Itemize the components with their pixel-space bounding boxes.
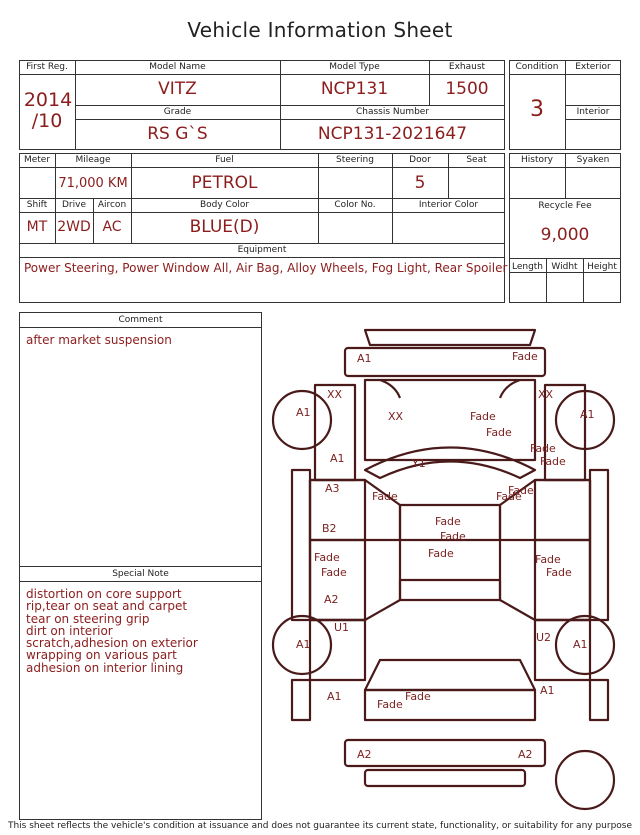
- history-label: History: [520, 155, 554, 165]
- rear-glass-shape: [365, 660, 535, 690]
- mileage-label: Mileage: [75, 155, 111, 165]
- mark-right-rear-door-fade-1: Fade: [535, 553, 561, 566]
- chassis-number-value: NCP131-2021647: [317, 124, 468, 144]
- condition-label: Condition: [515, 62, 559, 72]
- color-no-label: Color No.: [334, 200, 376, 210]
- recycle-fee-value: 9,000: [540, 225, 590, 245]
- right-front-door-shape: [535, 480, 590, 540]
- hood-lines-shape: [380, 380, 520, 398]
- special-notes-list: [26, 588, 198, 674]
- mark-right-quarter: U2: [536, 631, 552, 644]
- shift-label: Shift: [26, 200, 48, 210]
- door-value: 5: [414, 173, 426, 193]
- mark-front-bumper-fade: Fade: [512, 350, 538, 363]
- fuel-value: PETROL: [191, 173, 258, 193]
- left-rear-rocker-shape: [292, 680, 310, 720]
- mark-left-quarter: U1: [334, 621, 350, 634]
- comment-label: Comment: [118, 315, 163, 325]
- mark-left-a-pillar-fade: Fade: [372, 490, 398, 503]
- body-color-label: Body Color: [199, 200, 250, 210]
- interior-color-label: Interior Color: [418, 200, 479, 210]
- steering-label: Steering: [336, 155, 374, 165]
- model-type-value: NCP131: [320, 79, 389, 99]
- aircon-value: AC: [102, 219, 122, 235]
- mark-right-a-pillar-fade-1: Fade: [508, 484, 534, 497]
- mark-right-rear-lower: A1: [540, 684, 555, 697]
- first-reg-month: /10: [31, 110, 63, 132]
- comment-text: after market suspension: [26, 333, 172, 347]
- special-note-item: adhesion on interior lining: [26, 660, 184, 675]
- rear-bumper-lower-shape: [365, 770, 525, 786]
- interior-label: Interior: [576, 107, 610, 117]
- model-name-label: Model Name: [149, 62, 206, 72]
- rear-bumper-shape: [345, 740, 545, 766]
- width-label: Widht: [551, 262, 578, 272]
- mark-left-rear-door-fade-1: Fade: [314, 551, 340, 564]
- fuel-label: Fuel: [215, 155, 234, 165]
- front-bumper-top-shape: [365, 330, 535, 345]
- mark-rear-bumper-left: A2: [357, 748, 372, 761]
- mark-rear-right-wheel: A1: [573, 638, 588, 651]
- drive-value: 2WD: [57, 219, 91, 235]
- mileage-value: 71,000 KM: [58, 176, 128, 191]
- left-rocker-shape: [292, 470, 310, 620]
- mark-right-rear-door-fade-2: Fade: [546, 566, 572, 579]
- mark-rear-glass-fade-2: Fade: [377, 698, 403, 711]
- special-note-item: distortion on core support: [26, 587, 182, 601]
- mark-front-bumper: A1: [357, 352, 372, 365]
- windshield-shape: [365, 448, 535, 479]
- recycle-fee-label: Recycle Fee: [538, 201, 592, 211]
- exterior-label: Exterior: [575, 62, 611, 72]
- mark-left-rear-lower: A1: [327, 690, 342, 703]
- model-type-label: Model Type: [329, 62, 380, 72]
- car-damage-diagram: [270, 320, 630, 820]
- condition-value: 3: [530, 97, 544, 122]
- front-left-wheel-shape: [273, 391, 331, 449]
- special-note-item: scratch,adhesion on exterior: [26, 636, 198, 651]
- mark-hood-fade-1: Fade: [470, 410, 496, 423]
- footer-disclaimer: This sheet reflects the vehicle's condition at issuance and does not guarantee its current state, functionality, or suitability for any purpose: [7, 821, 633, 831]
- mark-hood-fade-2: Fade: [486, 426, 512, 439]
- drive-label: Drive: [62, 200, 86, 210]
- exhaust-label: Exhaust: [448, 62, 486, 72]
- spare-wheel-shape: [556, 751, 614, 809]
- mark-roof-fade-2: Fade: [440, 530, 466, 543]
- right-rear-door-shape: [535, 540, 590, 620]
- mark-rear-bumper-right: A2: [518, 748, 533, 761]
- chassis-number-label: Chassis Number: [355, 107, 430, 117]
- grade-value: RS G`S: [147, 124, 208, 144]
- mark-rear-left-wheel: A1: [296, 638, 311, 651]
- mark-left-door-b2: B2: [322, 522, 337, 535]
- mark-right-side-fade-1: Fade: [530, 442, 556, 455]
- page-title: Vehicle Information Sheet: [187, 18, 453, 42]
- mark-windshield: Y1: [412, 457, 426, 470]
- mark-roof-fade-3: Fade: [428, 547, 454, 560]
- first-reg-label: First Reg.: [26, 62, 68, 72]
- special-note-label: Special Note: [112, 569, 169, 579]
- mark-left-rear-door: A2: [324, 593, 339, 606]
- height-label: Height: [587, 262, 617, 272]
- mark-left-rear-door-fade-2: Fade: [321, 566, 347, 579]
- mark-front-left-wheel: A1: [296, 406, 311, 419]
- meter-label: Meter: [23, 155, 51, 165]
- equipment-value: Power Steering, Power Window All, Air Bag, Alloy Wheels, Fog Light, Rear Spoiler: [24, 261, 508, 275]
- right-rocker-shape: [590, 470, 608, 620]
- mark-hood: XX: [388, 410, 404, 423]
- door-label: Door: [409, 155, 431, 165]
- exhaust-value: 1500: [445, 79, 489, 99]
- mark-left-rocker-front: A1: [330, 452, 345, 465]
- mark-left-front-fender: XX: [327, 388, 343, 401]
- mark-roof-fade-1: Fade: [435, 515, 461, 528]
- mark-right-side-fade-2: Fade: [540, 455, 566, 468]
- aircon-label: Aircon: [97, 200, 127, 210]
- special-note-item: tear on steering grip: [26, 611, 150, 626]
- mark-right-front-fender: XX: [538, 388, 554, 401]
- equipment-label: Equipment: [237, 245, 287, 255]
- right-rear-rocker-shape: [590, 680, 608, 720]
- mark-right-a-pillar-fade-2: Fade: [496, 490, 522, 503]
- length-label: Length: [511, 262, 544, 272]
- mark-rear-glass-fade-1: Fade: [405, 690, 431, 703]
- shift-value: MT: [26, 219, 48, 235]
- first-reg-year: 2014: [23, 89, 73, 111]
- special-note-item: dirt on interior: [26, 623, 113, 638]
- mark-left-front-door: A3: [325, 482, 340, 495]
- special-note-item: rip,tear on seat and carpet: [26, 599, 188, 614]
- body-color-value: BLUE(D): [189, 217, 260, 237]
- model-name-value: VITZ: [158, 79, 197, 99]
- grade-label: Grade: [163, 107, 192, 117]
- seat-label: Seat: [466, 155, 487, 165]
- mark-front-right-wheel: A1: [580, 408, 595, 421]
- special-note-item: wrapping on various part: [26, 648, 177, 663]
- syaken-label: Syaken: [576, 155, 610, 165]
